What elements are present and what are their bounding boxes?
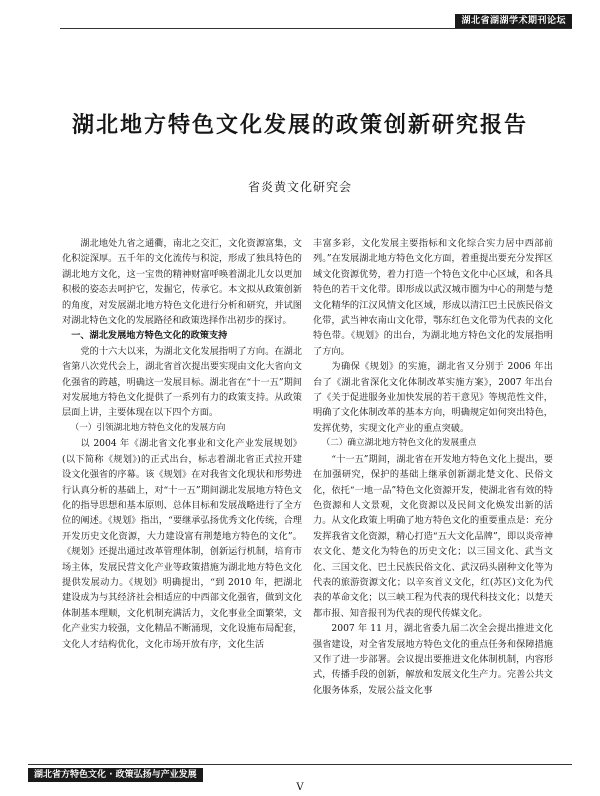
paragraph-intro: 湖北地处九省之通衢，南北之交汇，文化资源富集，文化积淀深厚。五千年的文化流传与积淀，形成了独具特色的湖北地方文化，这一宝贵的精神财富呼唤着湖北儿女以更加积极的姿态去呵护它，发掘它，传承它。本文拟从政策创新的角度，对发展湖北地方特色文化进行分析和研究，并试图对湖北特色文化的发展路径和政策选择作出初步的探讨。 (62, 238, 302, 327)
article-author: 省炎黄文化研究会 (247, 180, 352, 194)
footer-rule (28, 764, 572, 765)
page-number: V (296, 782, 304, 793)
subsection-heading-2: （二）确立湖北地方特色文化的发展重点 (321, 438, 477, 449)
paragraph: 党的十六大以来，为湖北文化发展指明了方向。在湖北省第八次党代会上，湖北省首次提出要实现由文化大省向文化强省的跨越，明确这一发展目标。湖北省在“十一五”期间对发展地方特色文化提供了一系列有力的政策支持。从政策层面上讲，主要体现在以下四个方面。 (62, 345, 302, 419)
article-title: 湖北地方特色文化发展的政策创新研究报告 (71, 112, 528, 138)
paragraph: 2007 年 11 月，湖北省委九届二次全会提出推进文化强省建设，对全省发展地方特色文化的重点任务和保障措施又作了进一步部署。会议提出要推进文化体制机制，内容形式，传播手段的创新，解放和发展文化生产力。完善公共文化服务体系，发展公益文化事 (313, 623, 553, 696)
section-heading-1: 一、湖北发展地方特色文化的政策支持 (71, 330, 228, 342)
paragraph: 为确保《规划》的实施，湖北省又分别于 2006 年出台了《湖北省深化文化体制改革实施方案》，2007 年出台了《关于促进服务业加快发展的若干意见》等规范性文件，明确了文化体制改革的基本方向，明确规定如何突出特色，发挥优势，实现文化产业的重点突破。 (313, 361, 553, 434)
paragraph-continued: 丰富多彩，文化发展主要指标和文化综合实力居中西部前列。”在发展湖北地方特色文化方面，着重提出要充分发挥区域文化资源优势，着力打造一个特色文化中心区域，和各具特色的若干文化带。即形成以武汉城市圈为中心的荆楚与楚文化精华的江汉风情文化区域，形成以清江巴土民族民俗文化带，武当神农南山文化带，鄂东红色文化带为代表的文化特色带。《规划》的出台，为湖北地方特色文化的发展指明了方向。 (313, 238, 553, 357)
journal-column-tag: 湖北省湖湖学术期刊论坛 (455, 14, 572, 28)
header-rule (60, 28, 572, 29)
paragraph: 以 2004 年《湖北省文化事业和文化产业发展规划》(以下简称《规划》)的正式出台，标志着湖北省正式拉开建设文化强省的序幕。该《规划》在对我省文化现状和形势进行认真分析的基础上，对“十一五”期间湖北发展地方特色文化的指导思想和基本原则、总体目标和发展战略进行了全方位的阐述。《规划》指出，“要继承弘扬优秀文化传统，合理开发历史文化资源，大力建设富有荆楚地方特色的文化”。《规划》还提出通过改革管理体制，创新运行机制，培育市场主体，发展民营文化产业等政策措施为湖北地方特色文化提供发展动力。《规划》明确提出，“到 2010 年，把湖北建设成为与其经济社会相适应的中西部文化强省，做到文化体制基本理顺，文化机制充满活力，文化事业全面繁荣，文化产业实力较强，文化精品不断涌现，文化设施布局配套，文化人才结构优化，文化市场开放有序，文化生活 (62, 438, 302, 650)
paragraph: “十一五”期间，湖北省在开发地方特色文化上提出，要在加强研究，保护的基础上继承创新湖北楚文化、民俗文化，依托“一地一品”特色文化资源开发，使湖北省有效的特色资源和人文景观，文化资源以及民间文化焕发出新的活力。从文化政策上明确了地方特色文化的重要重点是：充分发挥我省文化资源，精心打造“五大文化品牌”，即以炎帝神农文化、楚文化为特色的历史文化；以三国文化、武当文化、三国文化、巴土民族民俗文化、武汉码头剧种文化等为代表的旅游资源文化；以辛亥首义文化，红(苏区)文化为代表的革命文化；以三峡工程为代表的现代科技文化；以楚天都市报、知音报刊为代表的现代传媒文化。 (313, 453, 553, 619)
body-column-left (62, 236, 302, 760)
subsection-heading-1: （一）引领湖北地方特色文化的发展方向 (70, 422, 226, 433)
body-column-right (313, 236, 553, 760)
footer-series-tag: 湖北省方特色文化 · 政策弘扬与产业发展 (28, 768, 203, 782)
